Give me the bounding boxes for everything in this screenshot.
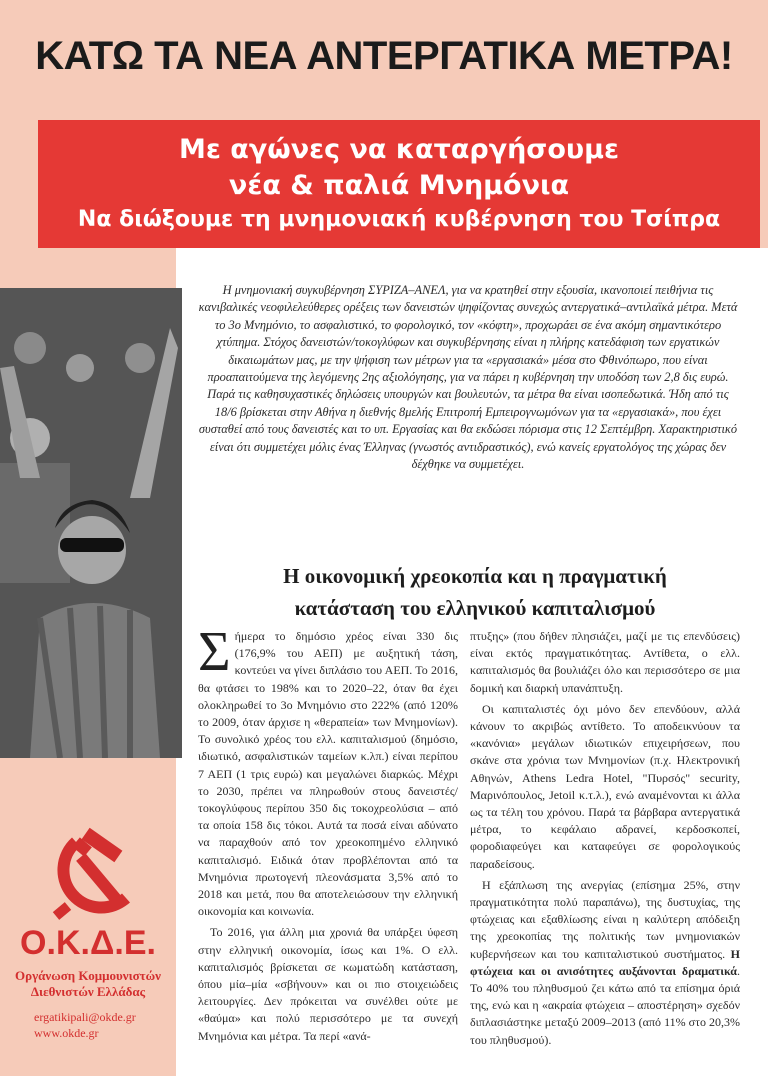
intro-paragraph-1: Η μνημονιακή συγκυβέρνηση ΣΥΡΙΖΑ–ΑΝΕΛ, για να κρατηθεί στην εξουσία, ικανοποιεί πειθήνια τις κανιβαλικές νεοφιλελεύθερες ορέξεις των δανειστών ψηφίζοντας συνεχώς αντεργατικά–αντιλαϊκά μέτρα. Μετά το 3ο Μνημόνιο, το ασφαλιστικό, το φορολογικό, τον «κόφτη», προχωράει σε ένα ακόμη σημαντικότερο χτύπημα. Στόχος δανειστών/τοκογλύφων και συγκυβέρνησης είναι η πλήρης κατεδάφιση των εργατικών δικαιωμάτων μας, με την ψήφιση των μέτρων για τα «εργασιακά» μέσα στο Φθινόπωρο, που είναι προαπαιτούμενα της λεγόμενης 2ης αξιολόγησης, για να πάρει η κυβέρνηση την υποδόση των 2,8 δις ευρώ. (198, 283, 738, 385)
column-2-paragraph-1: πτυξης» (που δήθεν πλησιάζει, μαζί με τις επενδύσεις) είναι εκτός πραγματικότητας. Αντίθετα, ο ελλ. καπιταλισμός θα βουλιάζει όλο και περισσότερο σε μια δομική και διαρκή υπανάπτυξη. (470, 629, 740, 695)
org-full-name-line-1: Οργάνωση Κομμουνιστών (15, 968, 161, 983)
column-2-paragraph-3 (470, 877, 740, 1049)
protest-photo (0, 288, 182, 758)
section-heading-line-1: Η οικονομική χρεοκοπία και η πραγματική (283, 564, 667, 588)
banner-line-3: Να διώξουμε τη μνημονιακή κυβέρνηση του Τσίπρα (77, 207, 721, 232)
org-full-name-line-2: Διεθνιστών Ελλάδας (30, 984, 146, 999)
drop-cap: Σ (198, 621, 231, 683)
banner-line-1: Με αγώνες να καταργήσουμε (178, 134, 620, 165)
banner-line-2: νέα & παλιά Μνημόνια (228, 170, 570, 201)
website-link[interactable]: www.okde.gr (34, 1026, 99, 1040)
article-column-2 (470, 628, 740, 1053)
org-full-name (0, 968, 176, 1000)
section-heading-line-2: κατάσταση του ελληνικού καπιταλισμού (294, 596, 656, 620)
column-1-paragraph-2: Το 2016, για άλλη μια χρονιά θα υπάρξει ύφεση στην ελληνική οικονομία, ίσως και 1%. Ο ελλ. καπιταλισμός βρίσκεται σε κωματώδη κατάσταση, όπου μία–μία «σβήνουν» και οι πιο στοιχειώδεις λειτουργίες. Δεν πρόκειται να συνέλθει ούτε με «θαύμα» και πολύ περισσότερο με τα συνεχή Μνημόνια και μέτρα. Τα περί «ανά- (198, 925, 458, 1043)
red-banner (38, 120, 760, 248)
page-headline: ΚΑΤΩ ΤΑ ΝΕΑ ΑΝΤΕΡΓΑΤΙΚΑ ΜΕΤΡΑ! (35, 33, 733, 78)
org-name: Ο.Κ.Δ.Ε. (20, 924, 156, 962)
contact-email[interactable]: ergatikipali@okde.gr (34, 1010, 136, 1024)
column-1-paragraph-1-text: ήμερα το δημόσιο χρέος είναι 330 δις (176,9% του ΑΕΠ) με αυξητική τάση, κοντεύει να γίνει διπλάσιο του ΑΕΠ. Το 2016, θα φτάσει το 198% και το 2020–22, όταν θα έχει ολοκληρωθεί το 3ο Μνημόνιο στο 222% (από 120% το 2009, όταν άρχισε η «θεραπεία» των Μνημονίων). Το συνολικό χρέος του ελλ. καπιταλισμού (δημόσιο, ιδιωτικό, ασφαλιστικών ταμείων κ.λπ.) είναι περίπου 7 ΑΕΠ (1 τρις ευρώ) και μεγαλώνει διαρκώς. Μέχρι το 2030, πρέπει να πληρωθούν στους δανειστές/τοκογλύφους περίπου 350 δις τοκοχρεολύσια – από τα οποία 158 δις τόκοι. Αυτά τα ποσά είναι αδύνατο να παραχθούν από τον χρεοκοπημένο ελληνικό καπιταλισμό. Ειδικά όταν προβλέπονται από τα Μνημόνια πρωτογενή πλεονάσματα 3,5% από το 2018 και μετά, που θα αποτελειώσουν την ελληνική οικονομία και κοινωνία. (198, 629, 458, 919)
column-2-paragraph-2: Οι καπιταλιστές όχι μόνο δεν επενδύουν, αλλά κάνουν το ακριβώς αντίθετο. Το αποδεικνύουν τα «κανόνια» μεγάλων ιδιωτικών επιχειρήσεων, που σκάνε στα χρόνια των Μνημονίων (π.χ. Ηλεκτρονική Αθηνών, Athens Ledra Hotel, "Πυρσός" security, Μαρινόπουλος, Jetoil κ.τ.λ.), ενώ αναμένονται κι άλλα ως τα τέλη του χρόνου. Παρά τα βάρβαρα αντεργατικά μέτρα, το κεφάλαιο αδρανεί, κερδοσκοπεί, φοροδιαφεύγει και καταφεύγει σε φορολογικούς παραδείσους. (470, 701, 740, 871)
column-2-paragraph-3-bold: Η φτώχεια και οι ανισότητες αυξάνονται δραματικά (470, 946, 740, 978)
hammer-sickle-logo-icon (46, 820, 146, 920)
protest-photo-illustration (0, 288, 182, 758)
column-2-paragraph-3-text-a: Η εξάπλωση της ανεργίας (επίσημα 25%, στην πραγματικότητα πολύ παραπάνω), της δυστυχίας, της φτώχειας και εξαθλίωσης είναι η καλύτερη απόδειξη της χρεοκοπίας της πολιτικής των μνημονιακών κυβερνήσεων και του καπιταλιστικού συστήματος. (470, 877, 740, 961)
section-heading (190, 560, 760, 624)
column-1-paragraph-1 (198, 621, 458, 920)
intro-paragraph-2: Παρά τις καθησυχαστικές δηλώσεις υπουργών και βουλευτών, τα μέτρα θα είναι ισοπεδωτικά. Ήδη από τις 18/6 βρίσκεται στην Αθήνα η διεθνής 8μελής Επιτροπή Εμπειρογνωμόνων για τα «εργασιακά», που έχει συσταθεί από τους δανειστές και το υπ. Εργασίας και θα εκδώσει πόρισμα στις 12 Σεπτέμβρη. Χαρακτηριστικό είναι ότι συμμετέχει μόλις ένας Έλληνας (γνωστός αντιδραστικός), ενώ κανείς εργατολόγος της χώρας δεν δέχθηκε να συμμετέχει. (198, 387, 738, 472)
article-column-1 (198, 621, 458, 1049)
column-2-paragraph-3-text-c: . Το 40% του πληθυσμού ζει κάτω από τα επίσημα όριά της, ενώ και η «ακραία φτώχεια – αποστέρηση» σχεδόν διπλασιάστηκε μεταξύ 2009–2013 (από 11% στο 20,3% του πληθυσμού). (470, 963, 740, 1047)
intro-text (198, 282, 738, 473)
